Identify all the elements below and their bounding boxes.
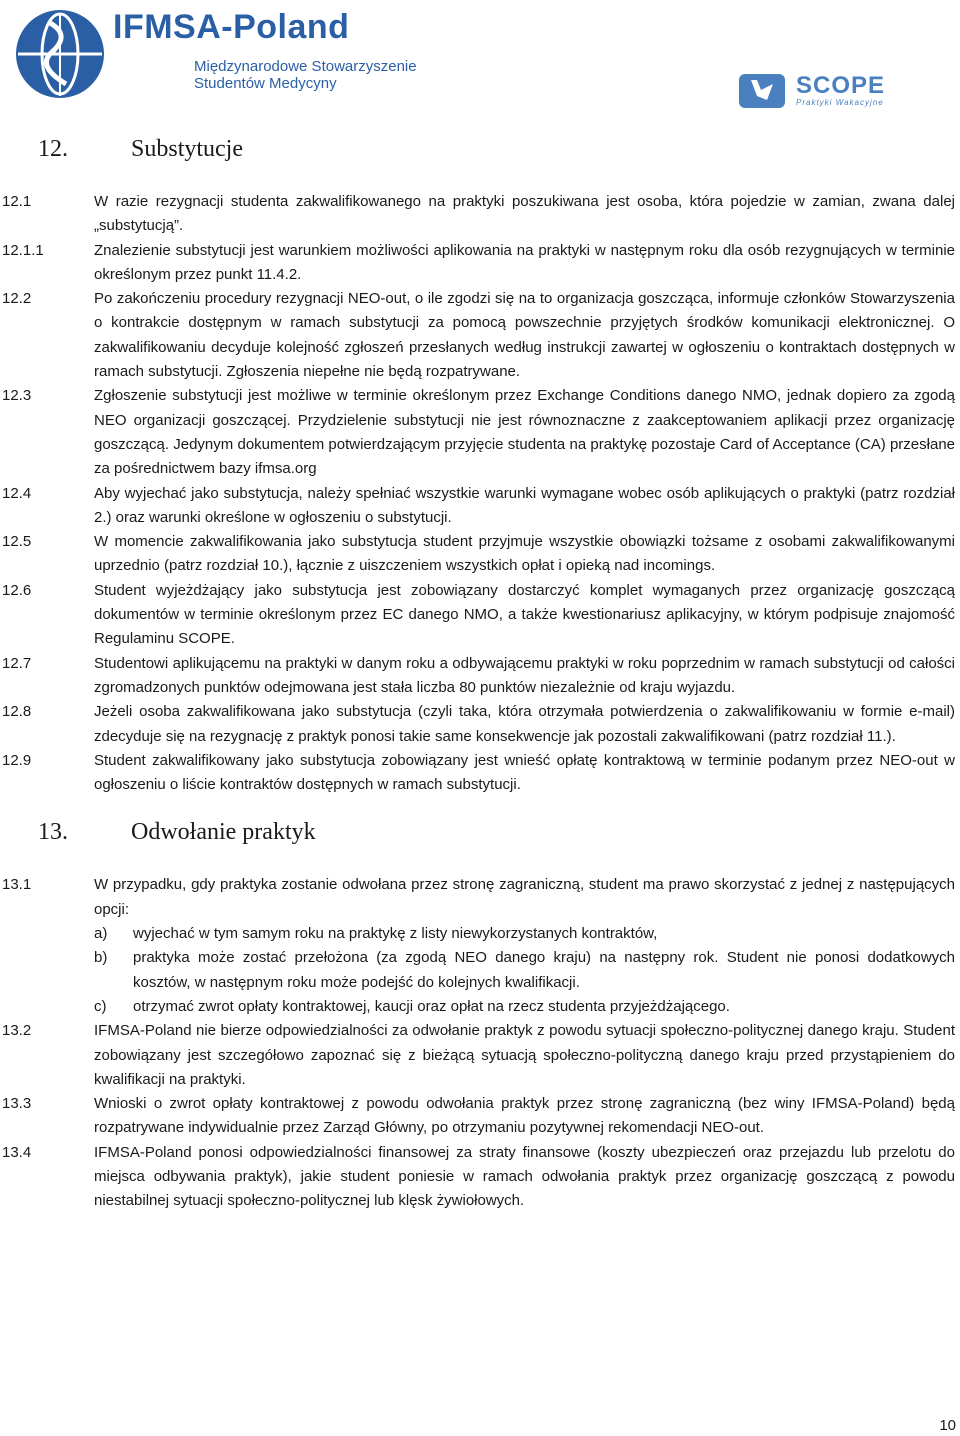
clause — [0, 579, 960, 652]
clause — [0, 530, 960, 579]
section-title: Substytucje — [131, 136, 243, 162]
clause — [0, 1092, 960, 1141]
option-text: wyjechać w tym samym roku na praktykę z listy niewykorzystanych kontraktów, — [133, 925, 658, 943]
clause-text: IFMSA-Poland ponosi odpowiedzialności finansowej za straty finansowe (koszty ubezpieczeń oraz przejazdu lub przelotu do miejsca odbywania praktyk), jakie student poniesie w ramach odwołania praktyk przez organizację goszczącą z powodu niestabilnej sytuacji społeczno-politycznej lub klęsk żywiołowych. — [94, 1143, 955, 1210]
clause-number: 12.1 — [2, 193, 32, 210]
option-item — [0, 946, 960, 995]
clause-number: 13.4 — [2, 1143, 32, 1161]
clause — [0, 190, 960, 239]
clause-text: W przypadku, gdy praktyka zostanie odwołana przez stronę zagraniczną, student ma prawo skorzystać z jednej z następujących opcji: — [94, 876, 955, 918]
clause-number: 12.2 — [2, 290, 32, 308]
clause-number: 13.3 — [2, 1095, 32, 1113]
clause-text: IFMSA-Poland nie bierze odpowiedzialności za odwołanie praktyk z powodu sytuacji społeczno-politycznej danego kraju. Student zobowiązany jest szczegółowo zapoznać się z bieżącą sytuacją społeczno-polityczną danego kraju przed przystąpieniem do kwalifikacji na praktyki. — [94, 1022, 955, 1088]
section-number: 12. — [38, 136, 68, 162]
clause-text: Jeżeli osoba zakwalifikowana jako substytucja (czyli taka, która otrzymała potwierdzenia o zakwalifikowaniu w formie e-mail) zdecyduje się na rezygnację z praktyk ponosi takie same konsekwencje jak pozostali zakwalifikowani (patrz rozdział 11.). — [94, 703, 955, 745]
option-list — [0, 922, 960, 1019]
org-subtitle-line2: Studentów Medycyny — [194, 75, 337, 92]
section-12-heading — [0, 130, 960, 190]
clause — [0, 1019, 960, 1092]
clause-number: 13.2 — [2, 1022, 32, 1040]
clause-text: W momencie zakwalifikowania jako substytucja student przyjmuje wszystkie obowiązki tożsame z osobami zakwalifikowanymi uprzednio (patrz rozdział 10.), łącznie z uiszczeniem wszystkich opłat i opieką nad incomings. — [94, 533, 955, 575]
clause-number: 12.9 — [2, 751, 32, 769]
clause — [0, 384, 960, 481]
section-number: 13. — [38, 819, 68, 846]
option-item — [0, 922, 960, 946]
clause-text: W razie rezygnacji studenta zakwalifikowanego na praktyki poszukiwana jest osoba, która pojedzie w zamian, zwana dalej „substytucją”. — [94, 193, 955, 235]
option-label: a) — [94, 925, 108, 943]
section-13-clauses — [0, 1019, 960, 1213]
clause-number: 12.1.1 — [2, 241, 44, 259]
clause — [0, 700, 960, 749]
clause — [0, 482, 960, 531]
clause-number: 12.7 — [2, 654, 32, 672]
clause-text: Aby wyjechać jako substytucja, należy spełniać wszystkie warunki wymagane wobec osób aplikujących o praktyki (patrz rozdział 2.) oraz warunki określone w ogłoszeniu o substytucji. — [94, 484, 955, 526]
option-text: otrzymać zwrot opłaty kontraktowej, kaucji oraz opłat na rzecz studenta przyjeżdżającego. — [133, 997, 730, 1015]
clause-number: 12.6 — [2, 581, 32, 599]
option-item — [0, 995, 960, 1019]
section-title: Odwołanie praktyk — [131, 819, 316, 846]
program-name: SCOPE — [796, 72, 886, 99]
org-name: IFMSA-Poland — [113, 8, 350, 46]
clause-number: 12.3 — [2, 387, 32, 405]
clause — [0, 1141, 960, 1214]
clause-text: Student wyjeżdżający jako substytucja jest zobowiązany dostarczyć komplet wymaganych przez organizację goszczącą dokumentów w terminie określonym przez EC danego NMO, a także kwestionariusz aplikacyjny, w którym podpisuje znajomość Regulaminu SCOPE. — [94, 581, 955, 648]
clause-text: Student zakwalifikowany jako substytucja zobowiązany jest wnieść opłatę kontraktową w terminie podanym przez NEO-out w ogłoszeniu o liście kontraktów dostępnych w ramach substytucji. — [94, 751, 955, 794]
clause-text: Wnioski o zwrot opłaty kontraktowej z powodu odwołania praktyk przez stronę zagraniczną (bez winy IFMSA-Poland) będą rozpatrywane indywidualnie przez Zarząd Główny, po otrzymaniu pozytywnej rekomendacji NEO-out. — [94, 1095, 955, 1137]
clause-text: Po zakończeniu procedury rezygnacji NEO-out, o ile zgodzi się na to organizacja goszcząca, informuje członków Stowarzyszenia o kontrakcie dostępnym w ramach substytucji za pomocą powszechnie przyjętych środków komunikacji elektronicznej. O zakwalifikowaniu decyduje kolejność zgłoszeń przesłanych według instrukcji zawartej w ogłoszeniu o kontraktach dostępnych w ramach substytucji. Zgłoszenia niepełne nie będą rozpatrywane. — [94, 290, 955, 381]
document-body — [0, 130, 960, 1214]
section-13-heading — [0, 813, 960, 873]
clause — [0, 749, 960, 798]
program-subtitle: Praktyki Wakacyjne — [796, 98, 884, 107]
clause-number: 12.8 — [2, 703, 32, 721]
clause-text: Studentowi aplikującemu na praktyki w danym roku a odbywającemu praktyki w roku poprzednim w ramach substytucji od całości zgromadzonych punktów odejmowana jest stała liczba 80 punktów niezależnie od kraju wyjazdu. — [94, 654, 955, 696]
clause — [0, 287, 960, 384]
clause-number: 13.1 — [2, 876, 32, 894]
clause-text: Zgłoszenie substytucji jest możliwe w terminie określonym przez Exchange Conditions danego NMO, jednak dopiero za zgodą NEO organizacji goszczącej. Przydzielenie substytucji nie jest równoznaczne z zaakceptowaniem aplikacji przez organizację goszczącą. Jedynym dokumentem potwierdzającym przyjęcie studenta na praktykę pozostaje Card of Acceptance (CA) przesłane za pośrednictwem bazy ifmsa.org — [94, 387, 955, 478]
clause-text: Znalezienie substytucji jest warunkiem możliwości aplikowania na praktyki w następnym roku dla osób rezygnujących w terminie określonym przez punkt 11.4.2. — [94, 241, 955, 283]
clause — [0, 873, 960, 922]
option-label: b) — [94, 949, 108, 967]
option-text: praktyka może zostać przełożona (za zgodą NEO danego kraju) na następny rok. Student nie ponosi dodatkowych kosztów, w następnym roku może podejść do kolejnych kwalifikacji. — [133, 949, 955, 991]
section-12-clauses — [0, 190, 960, 797]
clause-number: 12.4 — [2, 484, 32, 502]
page-number: 10 — [939, 1417, 956, 1434]
page-header — [0, 0, 960, 110]
org-subtitle — [194, 58, 417, 92]
org-subtitle-line1: Międzynarodowe Stowarzyszenie — [194, 58, 417, 75]
clause — [0, 652, 960, 701]
clause-number: 12.5 — [2, 533, 32, 551]
clause — [0, 239, 960, 288]
option-label: c) — [94, 997, 107, 1015]
